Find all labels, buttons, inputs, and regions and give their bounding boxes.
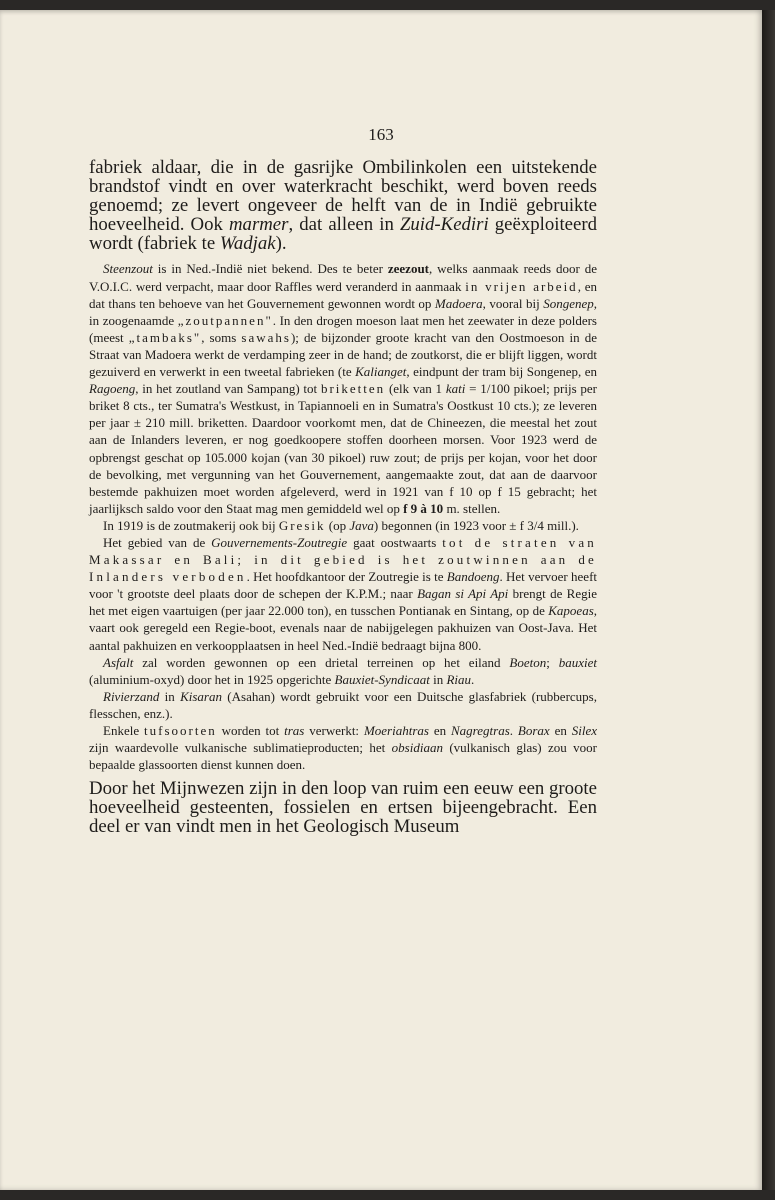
paragraph-fabriek: fabriek aldaar, die in de gasrijke Ombilinkolen een uitstekende brandstof vindt en over waterkracht beschikt, werd boven reeds genoemd; ze levert ongeveer de helft van de in Indië gebruikte hoeveelheid. Ook marmer, dat alleen in Zuid-Kediri geëxploiteerd wordt (fabriek te Wadjak). [89, 157, 597, 255]
paragraph-mijnwezen: Door het Mijnwezen zijn in den loop van ruim een eeuw een groote hoeveelheid gesteenten, fossielen en ertsen bijeengebracht. Een deel er van vindt men in het Geologisch Museum [89, 778, 597, 838]
small-text-block [89, 260, 597, 773]
paragraph-tufsoorten: Enkele tufsoorten worden tot tras verwerkt: Moeriahtras en Nagregtras. Borax en Silex zijn waardevolle vulkanische sublimatieproducten; het obsidiaan (vulkanisch glas) zou voor bepaalde glassoorten dienst kunnen doen. [89, 723, 598, 773]
page-number: 163 [368, 125, 394, 144]
page-edge [762, 10, 775, 1190]
paragraph-zoutregie: Het gebied van de Gouvernements-Zoutregie gaat oostwaarts tot de straten van Makassar en Bali; in dit gebied is het zoutwinnen aan de Inlanders verboden. Het hoofdkantoor der Zoutregie is te Bandoeng. Het vervoer heeft voor 't grootste deel plaats door de schepen der K.P.M.; naar Bagan si Api Api brengt de Regie het met eigen vaartuigen (per jaar 22.000 ton), en tusschen Pontianak en Sintang, op de Kapoeas, vaart ook geregeld een Regie-boot, evenals naar de nabijgelegen pakhuizen van Oost-Java. Het aantal pakhuizen en verkoopplaatsen in heel Ned.-Indië bedraagt bijna 800. [89, 534, 598, 653]
paragraph-asfalt: Asfalt zal worden gewonnen op een drietal terreinen op het eiland Boeton; bauxiet (aluminium-oxyd) door het in 1925 opgerichte Bauxiet-Syndicaat in Riau. [89, 654, 597, 687]
paragraph-steenzout: Steenzout is in Ned.-Indië niet bekend. Des te beter zeezout, welks aanmaak reeds door de V.O.I.C. werd verpacht, maar door Raffles werd veranderd in aanmaak in vrijen arbeid, en dat thans ten behoeve van het Gouvernement gewonnen wordt op Madoera, vooral bij Songenep, in zoogenaamde „zoutpannen". In den drogen moeson laat men het zeewater in deze polders (meest „tambaks", soms sawahs); de bijzonder groote kracht van den Oostmoeson in de Straat van Madoera werkt de verdamping zeer in de hand; de zoutkorst, die er blijft liggen, wordt gezuiverd en verwerkt in een tweetal fabrieken (te Kalianget, eindpunt der tram bij Songenep, en Ragoeng, in het zoutland van Sampang) tot briketten (elk van 1 kati = 1/100 pikoel; prijs per briket 8 cts., ter Sumatra's Westkust, in Tapiannoeli en in Sumatra's Oostkust 10 cts.); ze leveren per jaar ± 210 mill. briketten. Daardoor voorkomt men, dat de Chineezen, die meestal het zout aan de Inlanders leveren, er nog goedkoopere stoffen doorheen morsen. Voor 1923 werd de opbrengst geschat op 105.000 kojan (van 30 pikoel) ruw zout; de prijs per kojan, voor het door de bevolking, met vergunning van het Gouvernement, aangemaakte zout, dat aan de daarvoor bestemde pakhuizen moet worden afgeleverd, werd in 1921 van f 10 op f 15 gebracht; het jaarlijksch saldo voor den Staat mag men gemiddeld wel op f 9 à 10 m. stellen. [89, 261, 598, 516]
paragraph-gresik: In 1919 is de zoutmakerij ook bij Gresik (op Java) begonnen (in 1923 voor ± f 3/4 mill.). [103, 517, 579, 533]
page-content [89, 158, 597, 837]
large-text-top [89, 158, 597, 253]
large-text-bottom [89, 779, 597, 836]
paragraph-rivierzand: Rivierzand in Kisaran (Asahan) wordt gebruikt voor een Duitsche glasfabriek (rubbercups, flesschen, enz.). [89, 688, 597, 721]
